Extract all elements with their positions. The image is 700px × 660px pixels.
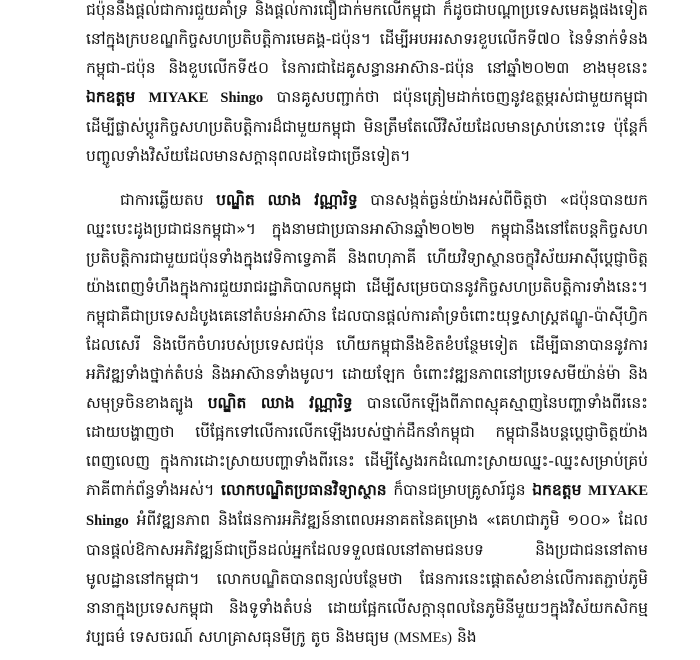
paragraph-2-abbreviation: (MSMEs) <box>394 630 453 646</box>
paragraph-2-text-1: ជាការឆ្លើយតប <box>120 191 217 209</box>
paragraph-2-text-2: បានសង្កត់ធ្ងន់យ៉ាងអស់ពីចិត្តថា «ជប៉ុនបានយកឈ្នះបេះដូងប្រជាជនកម្ពុជា»។ ក្នុងនាមជាប្រធានអាស៊ានឆ្នាំ២០២២ កម្ពុជានឹងនៅតែបន្តកិច្ចសហប្រតិបត្តិការជាមួយជប៉ុនទាំងក្នុងវេទិកាទ្វេភាគី និងពហុភាគី ហើយវិទ្យាស្ថានចក្ខុវិស័យអាស៊ីប្ដេជ្ញាចិត្តយ៉ាងពេញទំហឹងក្នុងការជួយរាជរដ្ឋាភិបាលកម្ពុជា ដើម្បីសម្រេចបាននូវកិច្ចសហប្រតិបត្តិការទាំងនេះ។ កម្ពុជាគឺជាប្រទេសដំបូងគេនៅតំបន់អាស៊ាន ដែលបានផ្ដល់ការគាំទ្រចំពោះយុទ្ធសាស្ត្រឥណ្ឌូ-ប៉ាស៊ីហ្វិកដែលសេរី និងបើកចំហរបស់ប្រទេសជប៉ុន ហើយកម្ពុជានឹងខិតខំបន្ថែមទៀត ដើម្បីធានាបាននូវការអភិវឌ្ឍទាំងថ្នាក់តំបន់ និងអាស៊ានទាំងមូល។ ដោយឡែក ចំពោះវឌ្ឍនភាពនៅប្រទេសមីយ៉ាន់ម៉ា និងសមុទ្រចិនខាងត្បូង <box>86 191 649 412</box>
paragraph-2-text-4: ក៏បានជម្រាបគ្រូសារ៍ជូន <box>386 481 533 499</box>
paragraph-1-text-2: បានគូសបញ្ជាក់ថា ជប៉ុនត្រៀមដាក់ចេញនូវឧត្ថម្ភរស់ជាមួយកម្ពុជា ដើម្បីផ្លាស់ប្ដូរកិច្ចសហប្រតិបត្តិការដ៏ជាមួយកម្ពុជា មិនត្រឹមតែលើវិស័យដែលមានស្រាប់នោះទេ ប៉ុន្តែក៏បញ្ចូលទាំងវិស័យដែលមានសក្ដានុពលដទៃជាច្រើនទៀត។ <box>86 88 648 165</box>
paragraph-2 <box>86 186 648 653</box>
paragraph-1-text-1: ជប៉ុននឹងផ្ដល់ជាការជួយគាំទ្រ និងផ្ដល់ការជឿជាក់មកលើកម្ពុជា ក៏ដូចជាបណ្ដាប្រទេសមេគង្គផងទៀត នៅក្នុងក្របខណ្ឌកិច្ចសហប្រតិបត្តិការមេគង្គ-ជប៉ុន។ ដើម្បីអបអរសាទរខួបលើកទី៧០ នៃទំនាក់ទំនងកម្ពុជា-ជប៉ុន និងខួបលើកទី៥០ នៃការជាដៃគូសន្ធានអាស៊ាន-ជប៉ុន នៅឆ្នាំ២០២៣ ខាងមុខនេះ <box>86 1 648 77</box>
paragraph-2-text-3: បានលើកឡើងពីភាពស្មុគស្មាញនៃបញ្ហាទាំងពីរនេះ ដោយបង្ហាញថា បើផ្អែកទៅលើការលើកឡើងរបស់ថ្នាក់ដឹកនាំកម្ពុជា កម្ពុជានឹងបន្តប្ដេជ្ញាចិត្តយ៉ាងពេញលេញ ក្នុងការដោះស្រាយបញ្ហាទាំងពីរនេះ ដើម្បីស្វែងរកដំណោះស្រាយឈ្នះ-ឈ្នះសម្រាប់គ្រប់ភាគីពាក់ព័ន្ធទាំងអស់។ <box>86 394 648 499</box>
paragraph-2-title: ឯកឧត្ដម <box>532 481 582 499</box>
paragraph-1-title: ឯកឧត្ដម <box>86 88 136 106</box>
paragraph-1 <box>86 0 648 171</box>
paragraph-2-person-3: លោកបណ្ឌិតប្រធានវិទ្យាស្ថាន <box>220 481 387 499</box>
paragraph-2-text-6: និង <box>452 628 477 646</box>
paragraph-2-person-2: បណ្ឌិត ឈាង វណ្ណារិទ្ធ <box>207 394 353 412</box>
paragraph-2-text-5: អំពីវឌ្ឍនភាព និងផែនការអភិវឌ្ឍន៍នាពេលអនាគតនៃគម្រោង «គេហជាភូមិ ១០០» ដែលបានផ្ដល់ឱកាសអភិវឌ្ឍន៍ជាច្រើនដល់អ្នកដែលទទួលផលនៅតាមជនបទ និងប្រជាជននៅតាមមូលដ្ឋាននៅកម្ពុជា។ លោកបណ្ឌិតបានពន្យល់បន្ថែមថា ផែនការនេះផ្ដោតសំខាន់លើការតភ្ជាប់ភូមិនានាក្នុងប្រទេសកម្ពុជា និងទូទាំងតំបន់ ដោយផ្អែកលើសក្ដានុពលនៃភូមិនីមួយៗក្នុងវិស័យកសិកម្ម វប្បធម៌ ទេសចរណ៍ សហគ្រាសធុនមីក្រូ តូច និងមធ្យម <box>86 511 648 646</box>
paragraph-1-name: MIYAKE Shingo <box>148 90 264 106</box>
paragraph-2-person-1: បណ្ឌិត ឈាង វណ្ណារិទ្ធ <box>216 191 358 209</box>
paragraph-2-name: MIYAKE Shingo <box>86 483 648 529</box>
